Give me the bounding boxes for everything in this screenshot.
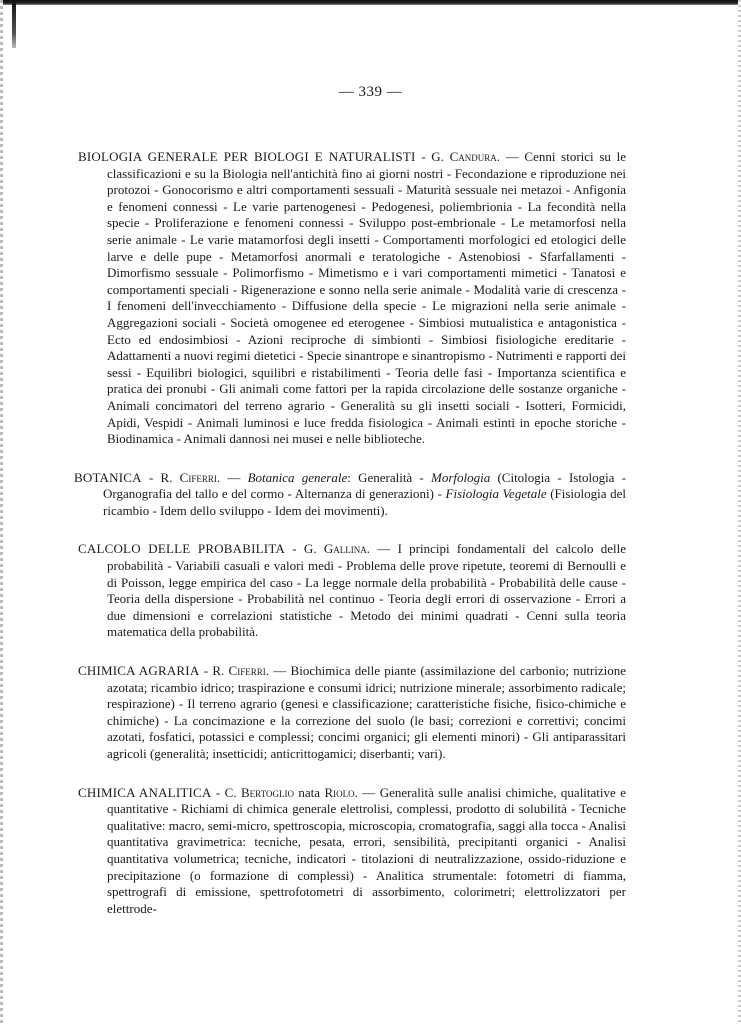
separator: -: [285, 541, 304, 557]
entry-title: CALCOLO DELLE PROBABILITA: [78, 541, 286, 557]
separator: -: [141, 469, 161, 485]
scan-top-edge: [0, 0, 741, 5]
entry-author: G. Candura.: [431, 149, 501, 164]
separator: —: [268, 663, 291, 679]
entry-title: BIOLOGIA GENERALE PER BIOLOGI E NATURALISTI: [78, 149, 416, 164]
entry-title: CHIMICA AGRARIA: [78, 663, 200, 679]
separator: —: [500, 149, 525, 164]
separator: -: [199, 663, 213, 679]
entry-text: (Citologia - Istologia - Organografia del tallo e del cormo - Alternanza di generazioni) -: [103, 469, 627, 502]
entry-text: Cenni storici su le classificazioni e su la Biologia nell'antichità fino ai giorni nostri - Fecondazione e riproduzione nei protozoi - Gonocorismo e altri comportamenti sessuali - Maturità sessuale nei metazoi - Anfigonia e fenomeni connessi - Le varie partenogenesi - Pedogenesi, poliembrionia - La fecondità nella specie - Proliferazione e fenomeni connessi - Sviluppo post-embrionale - Le metamorfosi nella serie animale - Le varie matamorfosi degli insetti - Comportamenti morfologici ed etologici delle larve e delle pupe - Metamorfosi anormali e teratologiche - Astenobiosi - Sfarfallamenti - Dimorfismo sessuale - Polimorfismo - Mimetismo e i vari comportamenti mimetici - Tanatosi e comportamenti speciali - Rigenerazione e sonno nella serie animale - Modalità varie di crescenza - I fenomeni dell'invecchiamento - Diffusione della specie - Le migrazioni nella serie animale - Aggregazioni sociali - Società omogenee ed eterogenee - Simbiosi mutualistica e antagonistica - Ecto ed endosimbiosi - Azioni reciproche di simbionti - Simbiosi fisiologiche ereditarie - Adattamenti a nuovi regimi dietetici - Specie sinantrope e sinantropismo - Nutrimenti e rapporti dei sessi - Equilibri biologici, squilibri e ristabilimenti - Teoria delle fasi - Importanza scientifica e pratica dei pronubi - Gli animali come fattori per la rapida circolazione delle sostanze organiche - Animali concimatori del terreno agrario - Generalità su gli insetti sociali - Isotteri, Formicidi, Apidi, Vespidi - Animali luminosi e luce fredda fisiologica - Animali estinti in epoche storiche - Biodinamica - Animali dannosi nei musei e nelle biblioteche.: [107, 149, 627, 447]
entry-italic-heading: Botanica generale: [247, 469, 348, 485]
course-list: [74, 136, 627, 939]
separator: -: [415, 149, 432, 164]
entry-author-maiden-name: Riolo.: [324, 784, 358, 800]
entry-title: CHIMICA ANALITICA: [78, 784, 212, 800]
entry-chimica-analitica: [78, 785, 626, 918]
author-connector: nata: [293, 784, 325, 800]
entry-italic-heading: Morfologia: [431, 469, 491, 485]
entry-text: Generalità sulle analisi chimiche, qualitative e quantitative - Richiami di chimica generale elettrolisi, complessi, prodotto di solubilità - Tecniche qualitative: macro, semi-micro, spettroscopia, microscopia, cromatografia, saggi alla tocca - Analisi quantitativa gravimetrica: tecniche, pesata, errori, sensibilità, precipitanti organici - Analisi quantitativa volumetrica; tecniche, indicatori - titolazioni di neutralizzazione, ossido-riduzione e precipitazione (o formazione di complessi) - Analitica strumentale: fotometri di fiamma, spettrografi di emissione, spettrofotometri di assorbimento, colorimetri; elettrolizzatori per elettrode-: [107, 784, 626, 916]
scan-left-edge: [0, 0, 3, 1024]
separator: —: [357, 784, 380, 800]
entry-title: BOTANICA: [74, 469, 142, 485]
entry-author: R. Ciferri.: [160, 469, 221, 485]
entry-chimica-agraria: [78, 663, 626, 763]
entry-italic-heading: Fisiologia Vegetale: [445, 486, 547, 502]
entry-botanica: [74, 470, 626, 520]
separator: —: [369, 541, 398, 557]
entry-author: C. Bertoglio: [224, 784, 294, 800]
separator: —: [220, 469, 248, 485]
entry-text: Biochimica delle piante (assimilazione del carbonio; nutrizione azotata; ricambio idrico; traspirazione e consumi idrici; nutrizione minerale; assorbimento radicale; respirazione) - Il terreno agrario (genesi e classificazione; caratteristiche fisiche, fisico-chimiche e chimiche) - La concimazione e la correzione del suolo (le basi; correzioni e correttivi; concimi azotati, fosfatici, potassici e complessi; concimi organici; gli elementi minori) - Gli antiparassitari agricoli (generalità; insetticidi; anticrittogamici; diserbanti; vari).: [107, 663, 626, 761]
entry-text: I principi fondamentali del calcolo delle probabilità - Variabili casuali e valori medi - Problema delle prove ripetute, teoremi di Bernoulli e di Poisson, legge empirica del caso - La legge normale della probabilità - Probabilità delle cause - Teoria della dispersione - Probabilità nel continuo - Teoria degli errori di osservazione - Errori a due dimensioni e correlazioni statistiche - Metodo dei minimi quadrati - Cenni sulla teoria matematica della probabilità.: [107, 541, 627, 640]
separator: -: [211, 784, 225, 800]
entry-biologia-generale: [78, 149, 626, 448]
entry-author: R. Ciferri.: [212, 663, 269, 679]
page-number: — 339 —: [338, 84, 403, 100]
entry-calcolo-probabilita: [78, 541, 626, 641]
entry-text: : Generalità -: [347, 469, 431, 485]
entry-author: G. Gallina.: [303, 541, 370, 557]
scan-binding-mark: [12, 0, 16, 48]
entry-text: (Fisiologia del ricambio - Idem dello sviluppo - Idem dei movimenti).: [103, 486, 627, 518]
